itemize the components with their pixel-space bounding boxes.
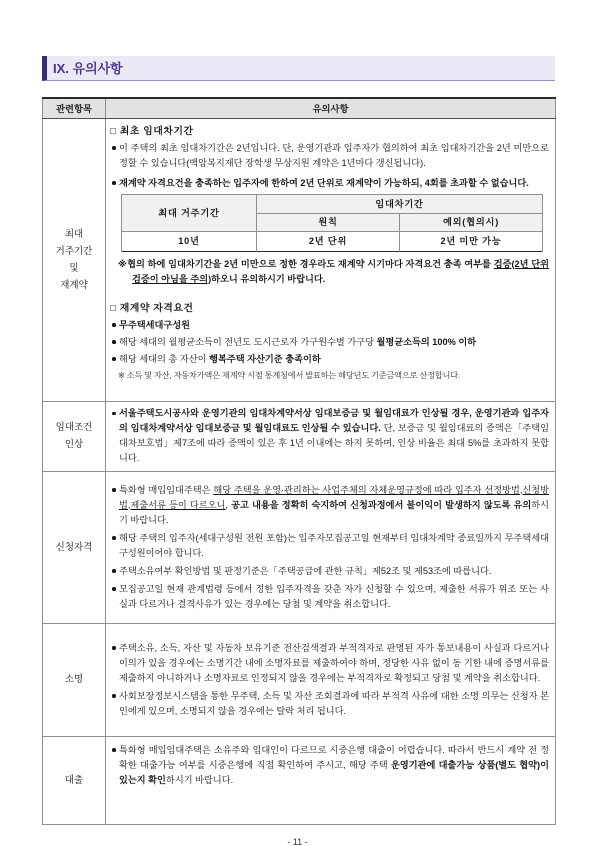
heading-initial-term: □ 최초 임대차기간 [110,125,194,137]
header-category: 관련항목 [43,98,106,118]
notes-loan [106,736,556,824]
section-title-text: IX. 유의사항 [53,61,123,76]
category-line: 재계약 [60,279,88,291]
bullet-item [110,582,549,612]
category-line: 신청자격 [55,541,93,553]
term-note-underlined: 검증(2년 단위 검증이 아님을 주의) [132,258,549,284]
bullet-text-bold: 재계약 자격요건을 충족하는 입주자에 한하여 2년 단위로 재계약이 가능하되, 4회를 초과할 수 없습니다. [119,177,529,188]
page-number: - 11 - [287,837,308,846]
bullet-text: 주택소유, 소득, 자산 및 자동차 보유기준 전산검색결과 부적격자로 판명된 자가 통보내용이 사실과 다르거나 이의가 있을 경우에는 소명기간 내에 소명자료를 제출하여야 하며, 정당한 사유 없이 동 기한 내에 증명서류를 제출하지 아니하거나 소명자료로 인정되지 않을 경우에는 부적격자로 확정되고 당첨 및 계약을 취소합니다. [119,642,549,683]
bullet-text: 특화형 매입임대주택은 [119,484,214,495]
bullet-text-bold: 월평균소득의 100% 이하 [376,336,477,347]
bullet-text: 해당 세대의 월평균소득이 전년도 도시근로자 가구원수별 가구당 [119,336,377,347]
term-table-row [122,231,543,251]
bullet-dot [112,694,116,698]
bullet-item [110,335,549,350]
bullet-item [110,689,549,719]
header-notes: 유의사항 [106,98,556,118]
lease-term-table [121,194,543,252]
bullet-text-bold: 서울주택도시공사와 운영기관의 임대차계약서상 임대보증금 및 월임대료가 인상될 경우, 운영기관과 입주자의 임대차계약서상 임대보증금 및 월임대료도 인상될 수 있습니다. [119,408,549,433]
bullet-dot [112,536,116,540]
bullet-item [110,641,549,686]
category-line: 인상 [64,439,84,450]
bullet-text-bold: 공고 내용을 정확히 숙지하여 신청과정에서 불이익이 발생하지 않도록 유의 [227,499,532,510]
row-eligibility [43,471,556,623]
notes-table [42,97,556,825]
bullet-item [110,531,549,561]
category-line: 대출 [64,774,84,786]
row-residency [43,118,556,401]
bullet-text-bold: 무주택세대구성원 [119,319,191,330]
bullet-text: 특화형 매입임대주택은 소유주와 임대인이 다르므로 시중은행 대출이 어렵습니다. 따라서 반드시 계약 전 정확한 대출가능 여부를 시중은행에 직접 확인하여 주시고, 해당 주택 [119,744,549,770]
bullet-dot [112,488,116,492]
category-rent-increase [43,401,106,471]
bullet-item [110,352,549,367]
notes-residency [106,118,556,401]
bullet-dot [112,569,116,573]
bullet-text-bold: 운영기관에 대출가능 상품(별도 협약)이 있는지 확인 [119,759,549,785]
term-cell-exception: 2년 미만 가능 [400,231,543,251]
bullet-item [110,141,549,171]
category-line: 및 [69,262,79,274]
bullet-text-underlined: 해당 주택을 운영·관리하는 사업주체의 자체운영규정에 따라 입주자 선정방법,신청방법,제출서류 등이 다르오니, [119,484,550,510]
bullet-text: 하시기 바랍니다. [165,774,234,785]
category-line: 임대조건 [55,422,93,433]
bullet-dot [112,646,116,650]
row-loan [43,736,556,824]
bullet-text: 주택소유여부 확인방법 및 판정기준은「주택공급에 관한 규칙」제52조 및 제53조에 따릅니다. [119,565,492,576]
bullet-item [110,406,549,466]
bullet-dot [112,146,116,150]
term-note-text: ※협의 하에 임대차기간을 2년 미만으로 정한 경우라도 재계약 시기마다 자격요건 충족 여부를 [118,258,494,269]
category-line: 거주기간 [55,245,93,257]
term-cell-max-residency: 10년 [122,231,257,251]
bullet-dot [112,587,116,591]
notes-explanation [106,623,556,736]
term-header-lease-term: 임대차기간 [257,194,543,213]
bullet-item [110,743,549,788]
bullet-text: 하시기 바랍니다. [119,499,549,525]
bullet-dot [112,181,116,185]
notes-rent-increase [106,401,556,471]
renewal-note: ※ 소득 및 자산, 자동차가액은 재계약 시점 통계청에서 발표하는 해당년도 기준금액으로 산정합니다. [118,370,460,380]
bullet-dot [112,412,116,416]
bullet-item [110,176,549,191]
row-explanation [43,623,556,736]
term-note [110,257,549,287]
bullet-text: 단, 보증금 및 월임대료의 증액은「주택임대차보호법」제7조에 따라 증액이 있은 후 1년 이내에는 하지 못하며, 인상 비율은 최대 5%를 초과하지 못합니다. [119,423,549,463]
bullet-dot [112,340,116,344]
notes-eligibility [106,471,556,623]
category-residency [43,118,106,401]
bullet-item [110,483,549,528]
category-eligibility [43,471,106,623]
term-header-max-residency: 최대 거주기간 [122,194,257,231]
bullet-item [110,564,549,579]
bullet-text: 해당 주택의 입주자(세대구성원 전원 포함)는 입주자모집공고일 현재부터 임대차계약 종료일까지 무주택세대구성원이어야 합니다. [119,532,549,558]
bullet-text: 모집공고일 현재 관계법령 등에서 정한 입주자격을 갖춘 자가 신청할 수 있으며, 제출한 서류가 위조 또는 사실과 다르거나 결격사유가 있는 경우에는 당첨 및 계약을 취소합니다. [119,583,549,609]
bullet-dot [112,323,116,327]
bullet-text-bold: 행복주택 자산기준 충족이하 [209,353,321,364]
category-line: 소명 [64,674,84,685]
bullet-text: 사회보장정보시스템을 통한 무주택, 소득 및 자산 조회결과에 따라 부적격 사유에 대한 소명 의무는 신청자 본인에게 있으며, 소명되지 않을 경우에는 탈락 처리 됩니다. [119,690,549,716]
bullet-dot [112,748,116,752]
category-loan [43,736,106,824]
term-header-exception: 예외(협의시) [400,213,543,231]
table-header-row [43,98,556,118]
section-title [42,56,555,81]
bullet-text: 이 주택의 최초 임대차기간은 2년입니다. 단, 운영기관과 입주자가 협의하여 최초 임대차기간을 2년 미만으로 정할 수 있습니다(백암복지재단 장학생 무상지원 계약은 1년마다 갱신됩니다). [119,142,549,168]
term-table-header-row [122,194,543,213]
term-note-tail: 하오니 유의하시기 바랍니다. [211,273,326,284]
term-header-principle: 원칙 [257,213,400,231]
category-explanation [43,623,106,736]
heading-renewal: □ 재계약 자격요건 [110,302,194,314]
bullet-item [110,318,549,333]
row-rent-increase [43,401,556,471]
bullet-dot [112,357,116,361]
bullet-text: 해당 세대의 총 자산이 [119,353,210,364]
term-cell-principle: 2년 단위 [257,231,400,251]
category-line: 최대 [64,228,84,240]
